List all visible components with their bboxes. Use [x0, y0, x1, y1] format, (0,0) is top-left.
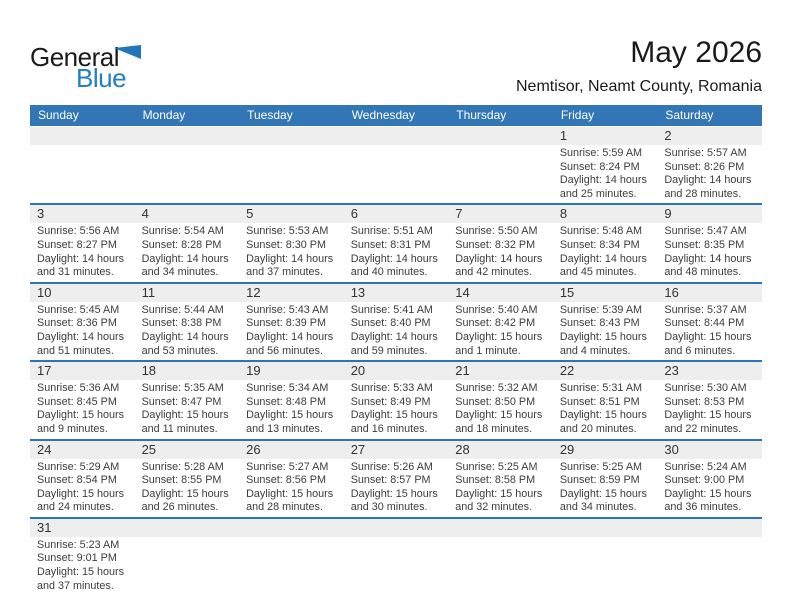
day-number: 24	[37, 441, 52, 457]
daylight-text: Daylight: 15 hours and 34 minutes.	[559, 487, 647, 514]
title-block	[516, 36, 762, 96]
day-number: 4	[141, 206, 149, 222]
empty-day-number	[30, 127, 135, 145]
dow-sunday: Sunday	[38, 108, 79, 122]
day-number: 23	[664, 363, 679, 379]
sunrise-text: Sunrise: 5:56 AM	[37, 225, 120, 238]
sunset-text: Sunset: 8:45 PM	[37, 395, 117, 408]
daylight-text: Daylight: 14 hours and 42 minutes.	[455, 252, 543, 279]
page-header	[30, 36, 762, 100]
empty-day-cell	[239, 145, 344, 203]
day-cell	[344, 223, 449, 281]
day-cell	[657, 223, 762, 281]
week-row	[30, 519, 762, 595]
dow-thursday: Thursday	[456, 108, 507, 122]
day-number: 7	[455, 206, 463, 222]
day-number: 19	[246, 363, 261, 379]
daylight-text: Daylight: 15 hours and 16 minutes.	[350, 409, 438, 435]
sunset-text: Sunset: 8:40 PM	[350, 317, 431, 330]
day-cell	[239, 459, 344, 517]
day-details-row	[30, 459, 762, 517]
sunset-text: Sunset: 8:36 PM	[37, 317, 117, 330]
day-cell	[553, 223, 658, 281]
page-subtitle: Nemtisor, Neamt County, Romania	[515, 78, 762, 95]
empty-day-number	[239, 127, 344, 145]
sunrise-text: Sunrise: 5:43 AM	[246, 303, 329, 316]
sunset-text: Sunset: 8:49 PM	[350, 395, 431, 408]
sunrise-text: Sunrise: 5:57 AM	[664, 147, 747, 159]
day-details-row	[30, 537, 762, 595]
sunset-text: Sunset: 8:32 PM	[455, 238, 536, 251]
sunrise-text: Sunrise: 5:31 AM	[559, 382, 643, 395]
week-row	[30, 127, 762, 205]
daylight-text: Daylight: 15 hours and 24 minutes.	[37, 487, 125, 514]
empty-day-cell	[135, 537, 240, 595]
sunset-text: Sunset: 8:47 PM	[141, 395, 222, 408]
daylight-text: Daylight: 14 hours and 34 minutes.	[141, 252, 229, 279]
day-cell	[553, 302, 658, 360]
day-number: 9	[664, 206, 672, 222]
sunrise-text: Sunrise: 5:32 AM	[455, 382, 538, 395]
daylight-text: Daylight: 14 hours and 28 minutes.	[664, 174, 752, 200]
sunset-text: Sunset: 8:30 PM	[246, 238, 326, 251]
day-cell	[657, 380, 762, 438]
daylight-text: Daylight: 15 hours and 6 minutes.	[664, 330, 752, 357]
sunrise-text: Sunrise: 5:36 AM	[37, 382, 120, 395]
day-cell	[657, 302, 762, 360]
logo-text-general: General	[30, 42, 119, 72]
day-details-row	[30, 302, 762, 360]
day-number: 25	[141, 441, 157, 457]
daylight-text: Daylight: 14 hours and 45 minutes.	[559, 252, 647, 279]
day-number: 31	[37, 519, 52, 535]
day-number: 15	[559, 284, 575, 300]
day-cell	[30, 537, 135, 595]
day-number: 5	[246, 206, 254, 222]
sunrise-text: Sunrise: 5:37 AM	[664, 303, 747, 316]
sunset-text: Sunset: 8:27 PM	[37, 238, 117, 251]
daylight-text: Daylight: 14 hours and 31 minutes.	[37, 252, 125, 279]
empty-day-number	[344, 127, 449, 145]
empty-day-cell	[135, 145, 240, 203]
sunrise-text: Sunrise: 5:44 AM	[141, 303, 224, 316]
dow-wednesday: Wednesday	[351, 108, 415, 122]
empty-day-cell	[448, 537, 553, 595]
sunrise-text: Sunrise: 5:25 AM	[559, 460, 643, 473]
day-cell	[239, 380, 344, 438]
day-number-band	[30, 205, 762, 223]
sunrise-text: Sunrise: 5:23 AM	[37, 538, 120, 551]
sunrise-text: Sunrise: 5:51 AM	[350, 225, 433, 238]
daylight-text: Daylight: 15 hours and 26 minutes.	[141, 487, 229, 514]
day-cell	[344, 459, 449, 517]
day-cell	[239, 223, 344, 281]
sunset-text: Sunset: 8:24 PM	[559, 160, 640, 173]
sunrise-text: Sunrise: 5:27 AM	[246, 460, 329, 473]
sunset-text: Sunset: 8:28 PM	[141, 238, 222, 251]
day-number: 6	[350, 206, 358, 222]
day-of-week-header	[30, 105, 762, 127]
calendar	[30, 105, 762, 595]
day-cell	[30, 302, 135, 360]
sunset-text: Sunset: 8:26 PM	[664, 160, 745, 173]
day-cell	[344, 302, 449, 360]
logo-text-blue: Blue	[76, 63, 127, 93]
day-cell	[135, 459, 240, 517]
day-cell	[553, 459, 658, 517]
day-number: 17	[37, 363, 52, 379]
sunset-text: Sunset: 9:01 PM	[37, 552, 117, 565]
empty-day-cell	[239, 537, 344, 595]
day-number-band	[30, 284, 762, 302]
page-title: May 2026	[630, 36, 762, 69]
sunrise-text: Sunrise: 5:53 AM	[246, 225, 329, 238]
day-details-row	[30, 223, 762, 281]
sunset-text: Sunset: 8:59 PM	[559, 474, 640, 487]
sunrise-text: Sunrise: 5:33 AM	[350, 382, 433, 395]
sunrise-text: Sunrise: 5:54 AM	[141, 225, 224, 238]
daylight-text: Daylight: 15 hours and 1 minute.	[455, 330, 543, 357]
sunset-text: Sunset: 8:54 PM	[37, 474, 117, 487]
sunset-text: Sunset: 8:34 PM	[559, 238, 640, 251]
day-number: 18	[141, 363, 157, 379]
day-number: 20	[350, 363, 366, 379]
day-number: 22	[559, 363, 575, 379]
day-number: 11	[141, 284, 156, 300]
day-number: 1	[559, 128, 568, 143]
sunrise-text: Sunrise: 5:26 AM	[350, 460, 433, 473]
daylight-text: Daylight: 15 hours and 32 minutes.	[455, 487, 543, 514]
dow-tuesday: Tuesday	[247, 108, 293, 122]
sunrise-text: Sunrise: 5:30 AM	[664, 382, 747, 395]
daylight-text: Daylight: 15 hours and 22 minutes.	[664, 409, 752, 435]
empty-day-cell	[448, 145, 553, 203]
day-number: 10	[37, 284, 52, 300]
sunrise-text: Sunrise: 5:34 AM	[246, 382, 329, 395]
daylight-text: Daylight: 14 hours and 40 minutes.	[350, 252, 438, 279]
sunset-text: Sunset: 8:51 PM	[559, 395, 640, 408]
sunrise-text: Sunrise: 5:39 AM	[559, 303, 643, 316]
sunrise-text: Sunrise: 5:40 AM	[455, 303, 538, 316]
empty-day-cell	[30, 145, 135, 203]
day-number: 21	[455, 363, 470, 379]
sunrise-text: Sunrise: 5:41 AM	[350, 303, 433, 316]
sunset-text: Sunset: 8:53 PM	[664, 395, 745, 408]
day-number: 3	[37, 206, 45, 222]
calendar-weeks	[30, 127, 762, 595]
logo-triangle-icon	[114, 45, 142, 65]
sunset-text: Sunset: 8:39 PM	[246, 317, 326, 330]
day-cell	[135, 380, 240, 438]
sunset-text: Sunset: 8:31 PM	[350, 238, 431, 251]
sunset-text: Sunset: 8:48 PM	[246, 395, 326, 408]
day-number: 27	[350, 441, 366, 457]
day-cell	[553, 380, 658, 438]
sunrise-text: Sunrise: 5:28 AM	[141, 460, 224, 473]
day-cell	[657, 145, 762, 203]
empty-day-number	[448, 127, 553, 145]
dow-monday: Monday	[142, 108, 186, 122]
empty-day-number	[448, 519, 553, 537]
sunset-text: Sunset: 8:57 PM	[350, 474, 431, 487]
empty-day-number	[553, 519, 658, 537]
sunrise-text: Sunrise: 5:59 AM	[559, 147, 643, 159]
sunset-text: Sunset: 8:42 PM	[455, 317, 536, 330]
day-number: 28	[455, 441, 470, 457]
day-number-band	[30, 441, 762, 459]
day-cell	[30, 223, 135, 281]
empty-day-number	[239, 519, 344, 537]
sunrise-text: Sunrise: 5:25 AM	[455, 460, 538, 473]
day-number: 2	[664, 128, 672, 143]
empty-day-cell	[553, 537, 658, 595]
day-cell	[30, 459, 135, 517]
day-details-row	[30, 380, 762, 438]
sunset-text: Sunset: 8:55 PM	[141, 474, 222, 487]
day-cell	[448, 380, 553, 438]
week-row	[30, 284, 762, 362]
day-cell	[344, 380, 449, 438]
day-number-band	[30, 127, 762, 145]
dow-friday: Friday	[560, 108, 595, 122]
day-number-band	[30, 519, 762, 537]
day-number: 14	[455, 284, 470, 300]
day-cell	[239, 302, 344, 360]
empty-day-cell	[657, 537, 762, 595]
sunset-text: Sunset: 8:43 PM	[559, 317, 640, 330]
day-number: 30	[664, 441, 679, 457]
daylight-text: Daylight: 14 hours and 56 minutes.	[246, 330, 334, 357]
daylight-text: Daylight: 15 hours and 18 minutes.	[455, 409, 543, 435]
sunrise-text: Sunrise: 5:24 AM	[664, 460, 747, 473]
empty-day-cell	[344, 145, 449, 203]
day-cell	[553, 145, 658, 203]
day-number: 29	[559, 441, 575, 457]
day-cell	[448, 302, 553, 360]
day-number: 13	[350, 284, 366, 300]
daylight-text: Daylight: 14 hours and 25 minutes.	[559, 174, 647, 200]
empty-day-cell	[344, 537, 449, 595]
sunrise-text: Sunrise: 5:45 AM	[37, 303, 120, 316]
sunrise-text: Sunrise: 5:50 AM	[455, 225, 538, 238]
daylight-text: Daylight: 15 hours and 11 minutes.	[141, 409, 229, 435]
day-cell	[448, 223, 553, 281]
daylight-text: Daylight: 15 hours and 36 minutes.	[664, 487, 752, 514]
day-number: 12	[246, 284, 261, 300]
empty-day-number	[657, 519, 762, 537]
day-details-row	[30, 145, 762, 203]
day-cell	[30, 380, 135, 438]
day-cell	[135, 223, 240, 281]
daylight-text: Daylight: 15 hours and 37 minutes.	[37, 566, 125, 592]
general-blue-logo	[30, 42, 150, 100]
daylight-text: Daylight: 15 hours and 13 minutes.	[246, 409, 334, 435]
day-number: 16	[664, 284, 679, 300]
daylight-text: Daylight: 15 hours and 20 minutes.	[559, 409, 647, 435]
sunset-text: Sunset: 8:38 PM	[141, 317, 222, 330]
week-row	[30, 205, 762, 283]
sunset-text: Sunset: 8:50 PM	[455, 395, 536, 408]
daylight-text: Daylight: 15 hours and 28 minutes.	[246, 487, 334, 514]
day-number: 26	[246, 441, 261, 457]
sunset-text: Sunset: 8:35 PM	[664, 238, 745, 251]
daylight-text: Daylight: 14 hours and 48 minutes.	[664, 252, 752, 279]
day-cell	[657, 459, 762, 517]
daylight-text: Daylight: 14 hours and 53 minutes.	[141, 330, 229, 357]
daylight-text: Daylight: 15 hours and 4 minutes.	[559, 330, 647, 357]
daylight-text: Daylight: 14 hours and 59 minutes.	[350, 330, 438, 357]
sunrise-text: Sunrise: 5:35 AM	[141, 382, 224, 395]
daylight-text: Daylight: 14 hours and 51 minutes.	[37, 330, 125, 357]
day-cell	[135, 302, 240, 360]
day-number: 8	[559, 206, 568, 222]
day-number-band	[30, 362, 762, 380]
sunset-text: Sunset: 8:44 PM	[664, 317, 745, 330]
sunset-text: Sunset: 8:58 PM	[455, 474, 536, 487]
sunrise-text: Sunrise: 5:47 AM	[664, 225, 747, 238]
day-cell	[448, 459, 553, 517]
empty-day-number	[135, 519, 240, 537]
week-row	[30, 441, 762, 519]
sunset-text: Sunset: 9:00 PM	[664, 474, 745, 487]
daylight-text: Daylight: 14 hours and 37 minutes.	[246, 252, 334, 279]
sunrise-text: Sunrise: 5:48 AM	[559, 225, 643, 238]
dow-saturday: Saturday	[665, 108, 714, 122]
empty-day-number	[344, 519, 449, 537]
empty-day-number	[135, 127, 240, 145]
daylight-text: Daylight: 15 hours and 9 minutes.	[37, 409, 125, 435]
week-row	[30, 362, 762, 440]
sunrise-text: Sunrise: 5:29 AM	[37, 460, 120, 473]
sunset-text: Sunset: 8:56 PM	[246, 474, 326, 487]
daylight-text: Daylight: 15 hours and 30 minutes.	[350, 487, 438, 514]
